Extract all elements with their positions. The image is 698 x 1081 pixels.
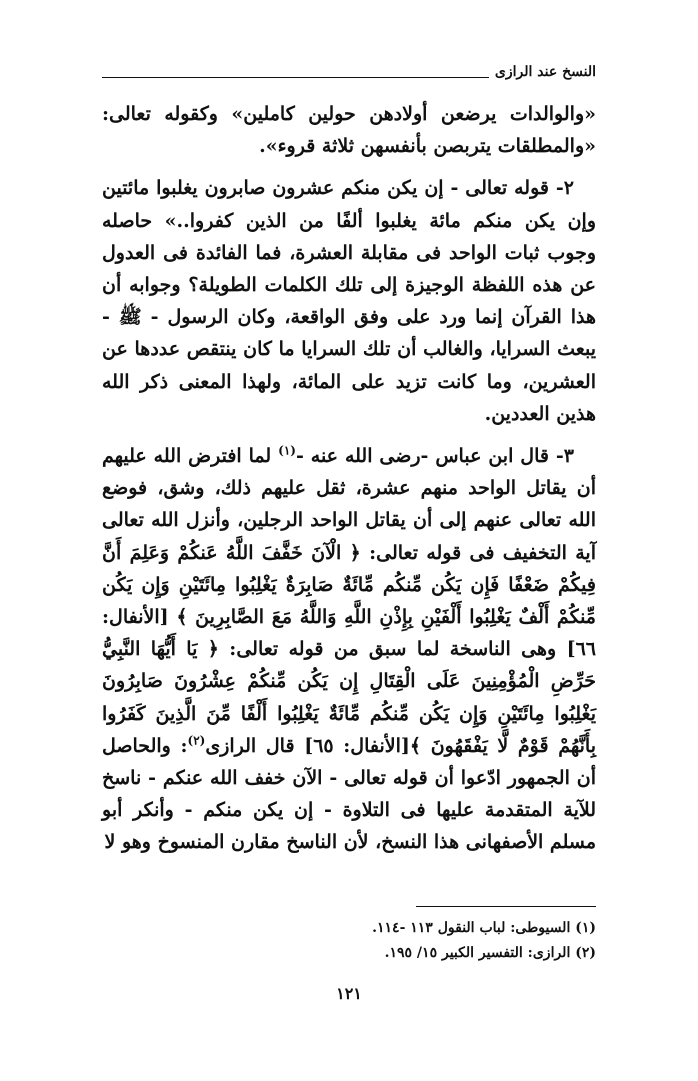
footnote-reference: (١) (278, 443, 296, 458)
text-segment: ٢- قوله تعالى - إن يكن منكم عشرون صابرون يغلبوا مائتين وإن يكن منكم مائة يغلبوا ألفًا من الذين كفروا..» حاصله وجوب ثبات الواحد فى مقابلة العشرة، فما الفائدة فى العدول عن هذه اللفظة الوجيزة إلى تلك الكلمات الطويلة؟ وجوابه أن هذا القرآن إنما ورد على وفق الواقعة، وكان الرسول - ﷺ - يبعث السرايا، والغالب أن تلك السرايا ما كان ينتقص عددها عن العشرين، وما كانت تزيد على المائة، ولهذا المعنى ذكر الله هذين العددين. (102, 177, 596, 425)
footnote-separator (416, 906, 596, 907)
text-segment: ٣- قال ابن عباس -رضى الله عنه - (295, 445, 574, 468)
page-number: ١٢١ (336, 984, 362, 1003)
paragraph (102, 172, 596, 430)
footnotes (102, 916, 596, 966)
footnote: (٢) الرازى: التفسير الكبير ١٥/ ١٩٥. (384, 945, 596, 961)
text-segment: [الأنفال: ٦٦] وهى الناسخة لما سبق من قوله تعالى: (102, 606, 596, 661)
text-segment: [الأنفال: ٦٥] قال الرازى (205, 734, 410, 757)
running-head (102, 60, 596, 84)
paragraph (102, 440, 596, 859)
text-segment: : والحاصل أن الجمهور ادّعوا أن قوله تعالى - الآن خفف الله عنكم - ناسخ للآية المتقدمة عليها فى التلاوة - إن يكن منكم - وأنكر أبو مسلم الأصفهانى هذا النسخ، لأن الناسخ مقارن المنسوخ وهو لا (102, 734, 596, 854)
paragraph (102, 98, 596, 162)
running-head-title: النسخ عند الرازى (494, 64, 596, 80)
footnote: (١) السيوطى: لباب النقول ١١٣ -١١٤. (372, 920, 596, 936)
text-segment: لما افترض الله عليهم أن يقاتل الواحد منهم عشرة، ثقل عليهم ذلك، وشق، فوضع الله تعالى عنهم إلى أن يقاتل الواحد الرجلين، وأنزل الله تعالى آية التخفيف فى قوله تعالى: (102, 445, 596, 564)
body-text (102, 98, 596, 859)
quran-verse: ﴿ الْآنَ خَفَّفَ اللَّهُ عَنكُمْ وَعَلِمَ أَنَّ فِيكُمْ ضَعْفًا فَإِن يَكُن مِّنكُم مِّائَةٌ صَابِرَةٌ يَغْلِبُوا مِائَتَيْنِ وَإِن يَكُن مِّنكُمْ أَلْفٌ يَغْلِبُوا أَلْفَيْنِ بِإِذْنِ اللَّهِ وَاللَّهُ مَعَ الصَّابِرِينَ ﴾ (102, 541, 596, 629)
quran-verse: ﴿ يَا أَيُّهَا النَّبِيُّ حَرِّضِ الْمُؤْمِنِينَ عَلَى الْقِتَالِ إِن يَكُن مِّنكُمْ عِشْرُونَ صَابِرُونَ يَغْلِبُوا مِائَتَيْنِ وَإِن يَكُن مِّنكُم مِّائَةٌ يَغْلِبُوا أَلْفًا مِّنَ الَّذِينَ كَفَرُوا بِأَنَّهُمْ قَوْمٌ لَّا يَفْقَهُونَ ﴾ (102, 638, 596, 757)
footnote-reference: (٢) (187, 733, 206, 748)
running-head-rule (102, 77, 489, 78)
text-segment: «والوالدات يرضعن أولادهن حولين كاملين» وكقوله تعالى: «والمطلقات يتربصن بأنفسهن ثلاثة قروء». (102, 103, 596, 158)
